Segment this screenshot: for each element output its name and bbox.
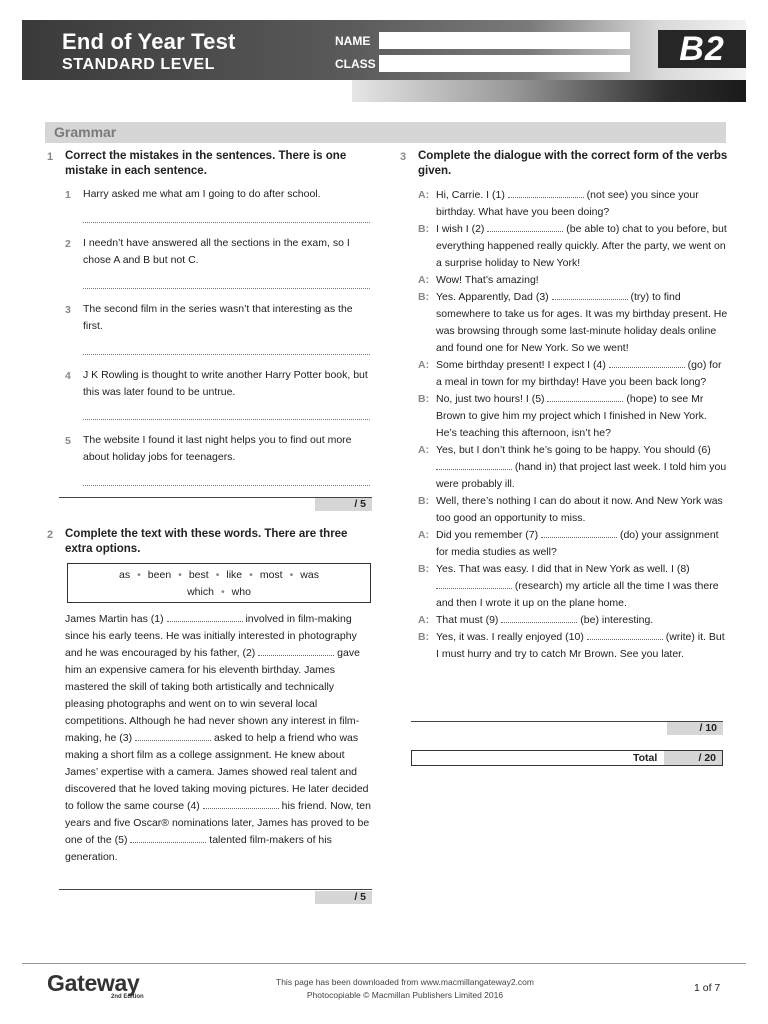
dialogue [418, 187, 728, 663]
answer-line[interactable] [83, 419, 370, 420]
word-option: was [300, 569, 319, 581]
gateway-logo: Gateway [47, 970, 140, 996]
answer-gap[interactable] [501, 614, 577, 623]
dialogue-text: (be able to) chat to you before, but everything happened really quickly. After the party, we went on a surprise holiday to New York! [436, 223, 727, 269]
speaker: B: [418, 563, 430, 575]
speaker: A: [418, 444, 430, 456]
answer-gap[interactable] [436, 461, 512, 470]
question-3-score: / 10 [667, 722, 723, 735]
item-text: J K Rowling is thought to write another Harry Potter book, but this was later found to be untrue. [83, 369, 368, 398]
dialogue-text: Yes, it was. I really enjoyed (10) [436, 631, 587, 643]
answer-gap[interactable] [508, 189, 584, 198]
word-option: like [226, 569, 243, 581]
edition-label: 2nd Edition [111, 994, 144, 1000]
dialogue-text: (do) your assignment for media studies as well? [436, 529, 719, 558]
speaker: A: [418, 529, 430, 541]
question-2-heading: Complete the text with these words. There are three extra options. [65, 528, 348, 555]
dialogue-line [418, 187, 728, 221]
speaker: B: [418, 223, 430, 235]
class-field[interactable] [379, 55, 630, 72]
item-text: Harry asked me what am I going to do after school. [83, 188, 321, 200]
total-score-box [411, 750, 723, 766]
answer-line[interactable] [83, 288, 370, 289]
question-3-number: 3 [400, 151, 407, 163]
dialogue-line [418, 391, 728, 442]
speaker: A: [418, 189, 430, 201]
total-label: Total [633, 752, 658, 764]
dialogue-text: (research) my article all the time I was there and then I wrote it up on the plane home. [436, 580, 719, 609]
speaker: A: [418, 359, 430, 371]
dialogue-text: No, just two hours! I (5) [436, 393, 548, 405]
item-text: The second film in the series wasn’t that interesting as the first. [83, 303, 353, 332]
item-text: I needn’t have answered all the sections in the exam, so I chose A and B but not C. [83, 237, 350, 266]
word-box [67, 563, 371, 603]
answer-gap[interactable] [541, 529, 617, 538]
bullet-separator: • [178, 569, 182, 581]
copyright-notice: Photocopiable © Macmillan Publishers Limited 2016 [306, 990, 504, 1000]
text-segment: James Martin has (1) [65, 613, 167, 625]
word-option: most [259, 569, 283, 581]
dialogue-text: (try) to find somewhere to take us for ages. It was my birthday present. He was browsing through some last-minute holiday deals online and found one for New York. So we went! [436, 291, 728, 354]
dialogue-line [418, 442, 728, 493]
dialogue-line [418, 357, 728, 391]
word-option: which [187, 586, 214, 598]
dialogue-line [418, 221, 728, 272]
test-level: STANDARD LEVEL [62, 56, 215, 73]
item-number: 1 [65, 189, 71, 201]
text-segment: his friend. Now, ten years and five Oscar® nominations later, James has proved to be one of the (5) [65, 800, 371, 846]
answer-gap[interactable] [167, 613, 243, 622]
item-number: 3 [65, 304, 71, 316]
answer-line[interactable] [83, 354, 370, 355]
bullet-separator: • [137, 569, 141, 581]
speaker: B: [418, 291, 430, 303]
total-score: / 20 [664, 751, 722, 765]
download-notice: This page has been downloaded from www.macmillangateway2.com [276, 977, 534, 987]
word-option: best [188, 569, 209, 581]
item-number: 5 [65, 435, 71, 447]
level-badge: B2 [658, 30, 746, 68]
answer-line[interactable] [83, 485, 370, 486]
answer-gap[interactable] [258, 647, 334, 656]
speaker: B: [418, 495, 430, 507]
question-1-heading: Correct the mistakes in the sentences. There is one mistake in each sentence. [65, 150, 347, 177]
answer-line[interactable] [83, 222, 370, 223]
dialogue-text: Some birthday present! I expect I (4) [436, 359, 609, 371]
dialogue-line [418, 289, 728, 357]
answer-gap[interactable] [552, 291, 628, 300]
dialogue-text: That must (9) [436, 614, 502, 626]
bullet-separator: • [215, 569, 220, 581]
header-band [352, 80, 746, 102]
section-title: Grammar [54, 124, 117, 140]
answer-gap[interactable] [547, 393, 623, 402]
name-field[interactable] [379, 32, 630, 49]
gap-fill-text [65, 611, 375, 866]
answer-gap[interactable] [130, 834, 206, 843]
section-header [45, 122, 726, 143]
dialogue-text: Yes, but I don’t think he’s going to be happy. You should (6) [436, 444, 711, 456]
dialogue-line [418, 272, 728, 289]
answer-gap[interactable] [436, 580, 512, 589]
question-1-number: 1 [47, 151, 54, 163]
dialogue-line [418, 527, 728, 561]
score-rule [59, 889, 372, 890]
page-number: 1 of 7 [694, 982, 721, 994]
dialogue-text: (write) it. But I must hurry and try to catch Mr Brown. See you later. [436, 631, 725, 660]
text-segment: gave him an expensive camera for his eleventh birthday. James mastered the skill of taking both artistically and technically pleasing photographs and went on to win several local competitions. Although he had never shown any interest in film-making, he (3) [65, 647, 360, 744]
item-number: 4 [65, 370, 71, 382]
answer-gap[interactable] [609, 359, 685, 368]
speaker: B: [418, 631, 430, 643]
dialogue-text: (not see) you since your birthday. What have you been doing? [436, 189, 699, 218]
dialogue-text: (hand in) that project last week. I told him you were probably ill. [436, 461, 727, 490]
question-2-number: 2 [47, 529, 54, 541]
item-text: The website I found it last night helps you to find out more about holiday jobs for teenagers. [83, 434, 352, 463]
dialogue-text: Well, there’s nothing I can do about it now. And New York was too good an opportunity to miss. [436, 495, 723, 524]
dialogue-text: Wow! That’s amazing! [436, 274, 539, 286]
question-1-score: / 5 [315, 498, 372, 511]
answer-gap[interactable] [487, 223, 563, 232]
word-option: as [119, 569, 131, 581]
text-segment: talented film-makers of his generation. [65, 834, 332, 863]
class-label: CLASS [335, 57, 376, 71]
bullet-separator: • [220, 586, 225, 598]
speaker: A: [418, 274, 430, 286]
item-number: 2 [65, 238, 71, 250]
text-segment: involved in film-making since his early teens. He was initially interested in photography and he was encouraged by his father, (2) [65, 613, 357, 659]
dialogue-text: (be) interesting. [577, 614, 654, 626]
footer-divider [22, 963, 746, 964]
bullet-separator: • [289, 569, 294, 581]
answer-gap[interactable] [203, 800, 279, 809]
dialogue-text: Did you remember (7) [436, 529, 542, 541]
dialogue-text: (hope) to see Mr Brown to give him my project which I finished in New York. He’s teaching this afternoon, isn’t he? [436, 393, 707, 439]
dialogue-line [418, 612, 728, 629]
dialogue-text: I wish I (2) [436, 223, 488, 235]
dialogue-text: Hi, Carrie. I (1) [436, 189, 508, 201]
word-option: who [231, 586, 251, 598]
dialogue-line [418, 493, 728, 527]
speaker: B: [418, 393, 430, 405]
name-label: NAME [335, 34, 371, 48]
question-2-score: / 5 [315, 891, 372, 904]
answer-gap[interactable] [587, 631, 663, 640]
dialogue-line [418, 629, 728, 663]
text-segment: asked to help a friend who was making a short film as a college assignment. He knew about James’ expertise with a camera. James showed real talent and discovered that he loved taking moving pictures. He later decided to follow the same course (4) [65, 732, 369, 812]
test-header [22, 20, 746, 102]
answer-gap[interactable] [135, 732, 211, 741]
question-3-heading: Complete the dialogue with the correct form of the verbs given. [418, 150, 728, 177]
dialogue-text: Yes. That was easy. I did that in New York as well. I (8) [436, 563, 690, 575]
test-title: End of Year Test [62, 29, 236, 54]
dialogue-text: (go) for a meal in town for my birthday! Have you been back long? [436, 359, 722, 388]
word-option: been [147, 569, 172, 581]
dialogue-line [418, 561, 728, 612]
speaker: A: [418, 614, 430, 626]
bullet-separator: • [249, 569, 253, 581]
dialogue-text: Yes. Apparently, Dad (3) [436, 291, 552, 303]
